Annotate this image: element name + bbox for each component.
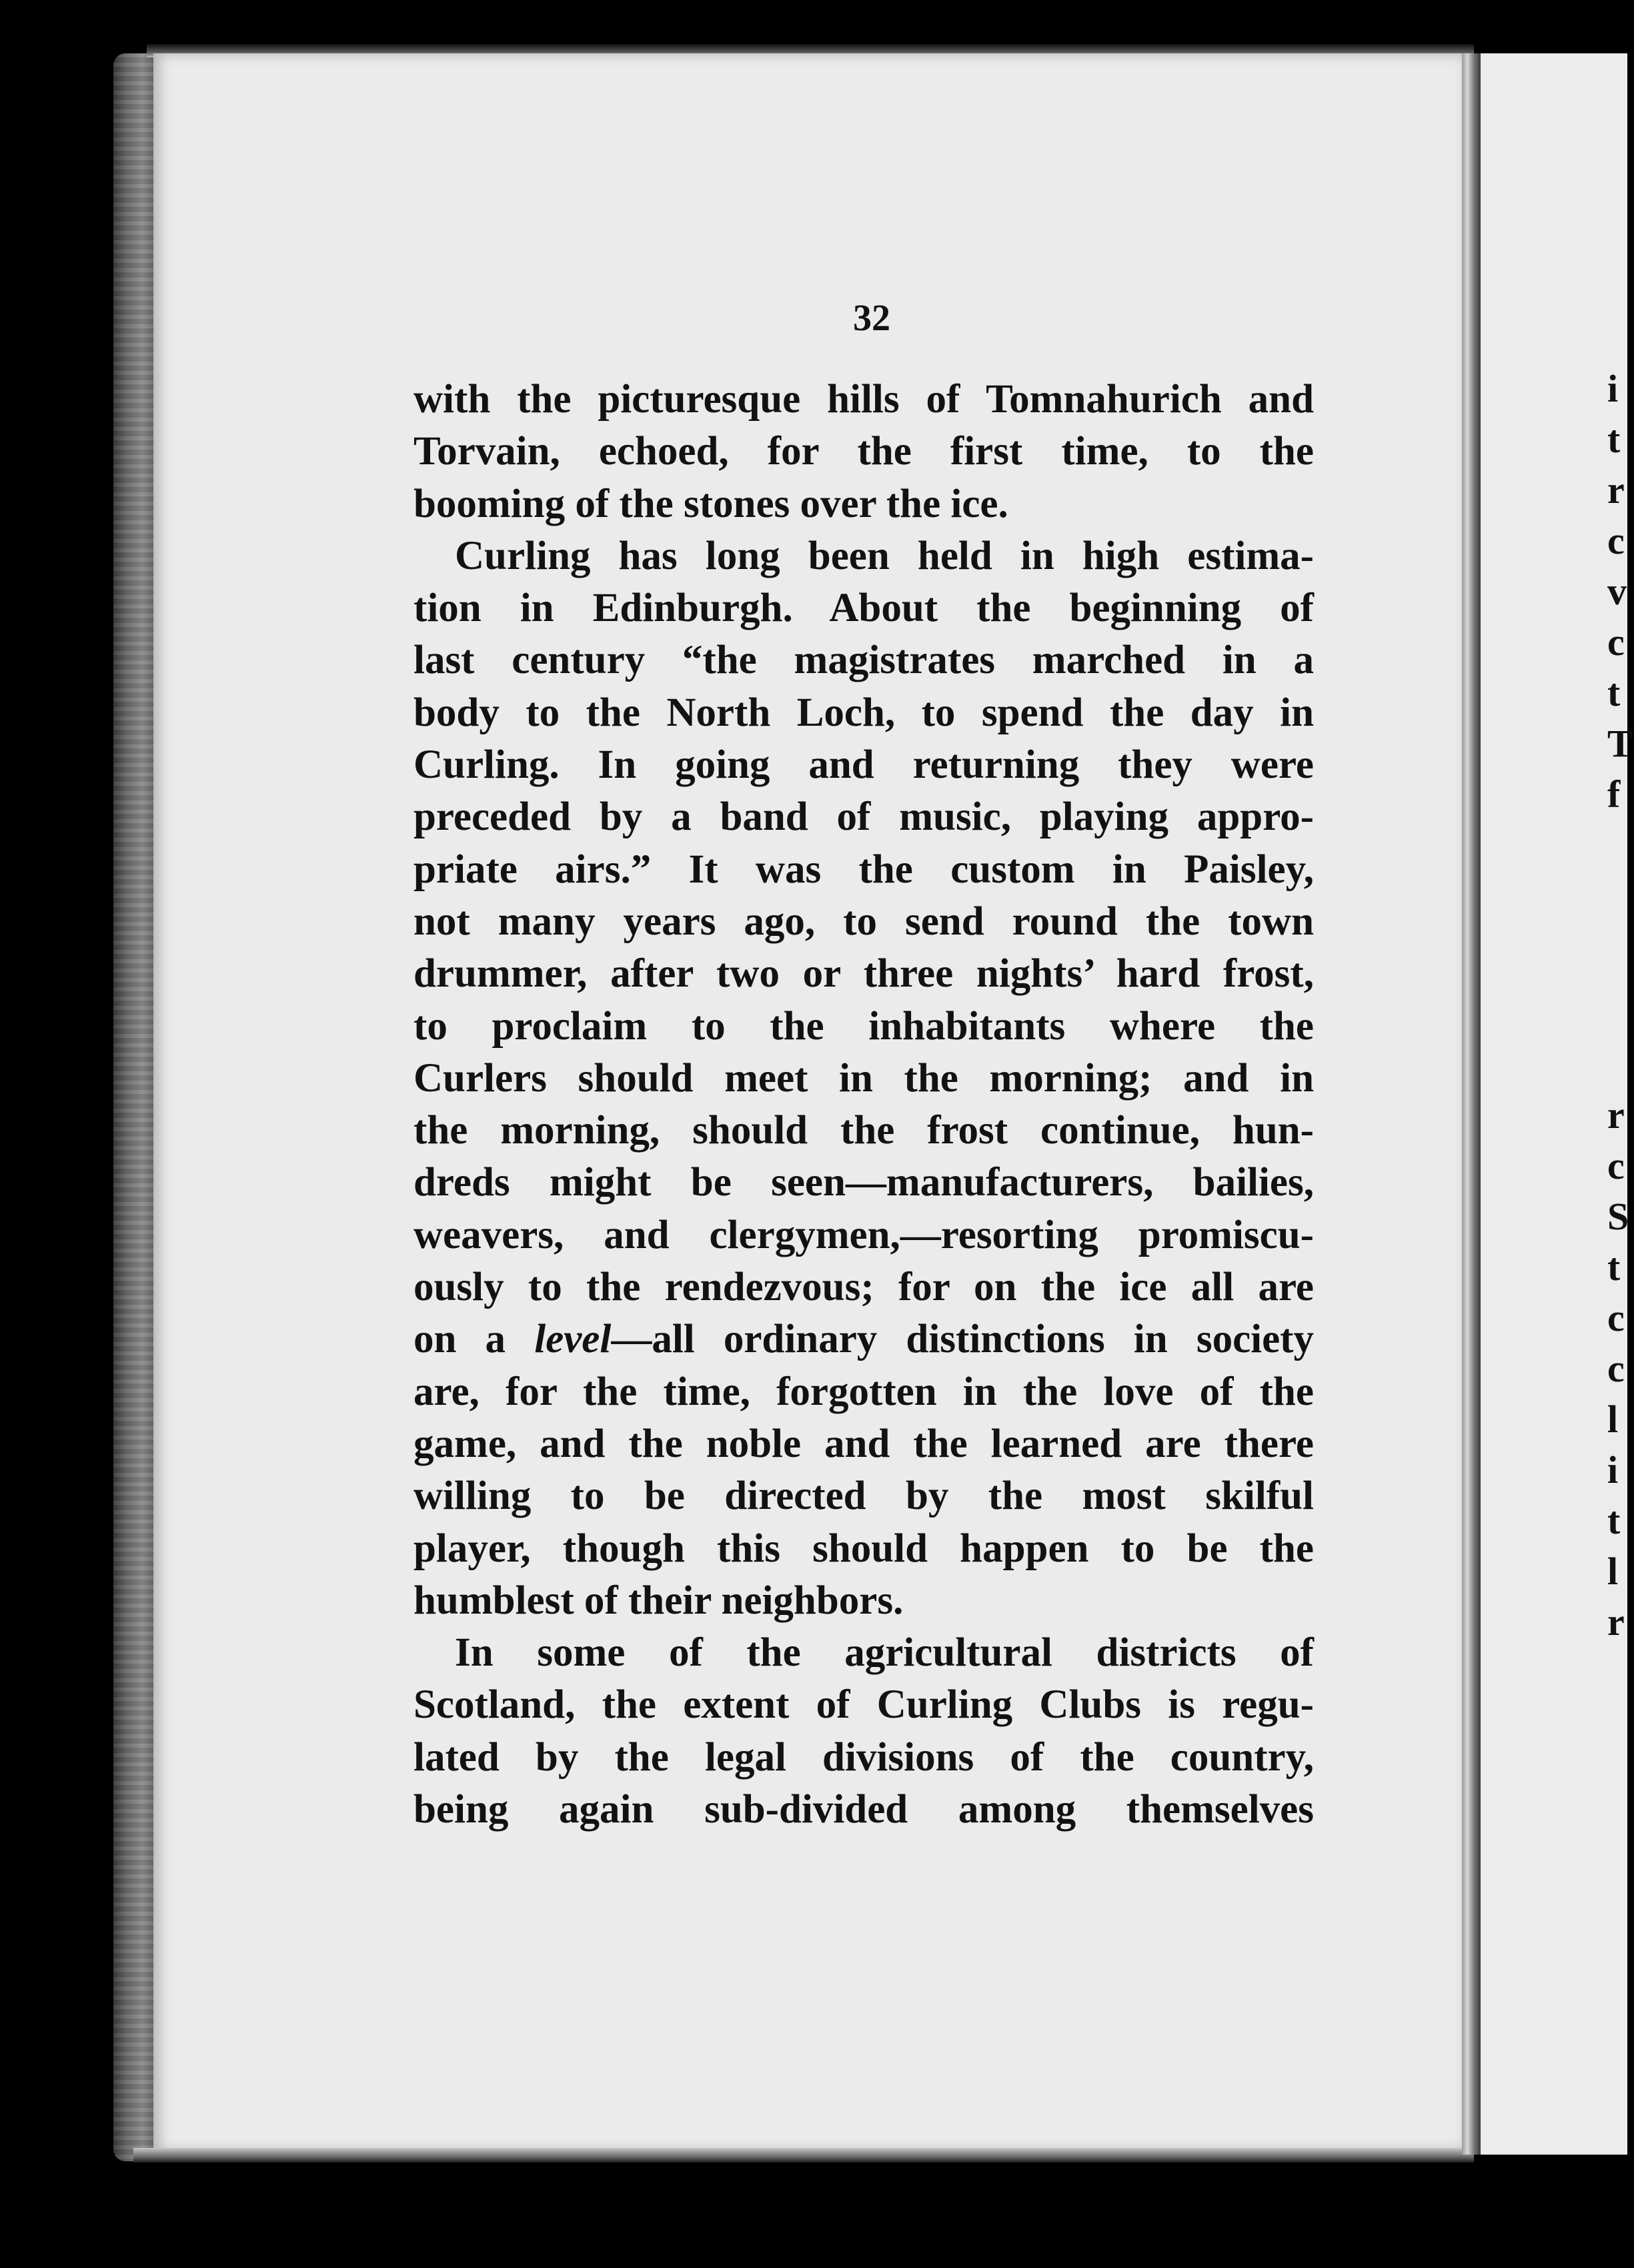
- facing-letter: t: [1607, 418, 1621, 461]
- text-line: Curling. In going and returning they were: [414, 742, 1314, 788]
- text-run: on a: [414, 1317, 535, 1362]
- text-line: In some of the agricultural districts of: [455, 1630, 1314, 1676]
- text-line: weavers, and clergymen,—resorting promiscu-: [414, 1212, 1314, 1257]
- facing-letter: t: [1607, 1245, 1621, 1289]
- facing-letter: S: [1607, 1195, 1629, 1238]
- text-line: [414, 1313, 1314, 1365]
- facing-letter: l: [1607, 1550, 1619, 1593]
- page-body-text: [414, 374, 1314, 1836]
- text-line: drummer, after two or three nights’ hard frost,: [414, 951, 1314, 997]
- page-bottom-edge: [133, 2148, 1474, 2163]
- text-line: willing to be directed by the most skilful: [414, 1474, 1314, 1519]
- facing-page: [1481, 53, 1627, 2155]
- text-line: Curling has long been held in high estima-: [455, 533, 1314, 578]
- facing-letter: t: [1607, 671, 1621, 714]
- text-line: being again sub-divided among themselves: [414, 1787, 1314, 1832]
- text-run: —all ordinary distinctions in society: [611, 1317, 1314, 1362]
- facing-letter: t: [1607, 1499, 1621, 1542]
- facing-letter: r: [1607, 468, 1625, 512]
- text-line: the morning, should the frost continue, hun-: [414, 1108, 1314, 1153]
- text-line: are, for the time, forgotten in the love of the: [414, 1369, 1314, 1414]
- text-line: ously to the rendezvous; for on the ice all are: [414, 1265, 1314, 1310]
- text-line: with the picturesque hills of Tomnahurich and: [414, 377, 1314, 422]
- text-line: to proclaim to the inhabitants where the: [414, 1003, 1314, 1049]
- facing-letter: i: [1607, 367, 1619, 410]
- facing-letter: i: [1607, 1448, 1619, 1492]
- facing-letter: r: [1607, 1093, 1625, 1137]
- text-line: humblest of their neighbors.: [414, 1578, 904, 1623]
- text-line: player, though this should happen to be the: [414, 1526, 1314, 1571]
- italic-word: level: [534, 1317, 612, 1362]
- facing-gap: [1607, 820, 1634, 1090]
- text-line: not many years ago, to send round the town: [414, 899, 1314, 944]
- facing-letter: l: [1607, 1397, 1619, 1441]
- text-line: lated by the legal divisions of the country,: [414, 1734, 1314, 1780]
- facing-letter: T: [1607, 722, 1633, 765]
- page-gutter: [1462, 53, 1481, 2155]
- text-line: game, and the noble and the learned are there: [414, 1421, 1314, 1466]
- text-line: booming of the stones over the ice.: [414, 481, 1008, 526]
- text-line: Scotland, the extent of Curling Clubs is regu-: [414, 1682, 1314, 1728]
- text-line: Torvain, echoed, for the first time, to the: [414, 429, 1314, 474]
- text-line: tion in Edinburgh. About the beginning of: [414, 586, 1314, 631]
- text-line: body to the North Loch, to spend the day in: [414, 690, 1314, 735]
- facing-letter: c: [1607, 519, 1625, 562]
- text-line: priate airs.” It was the custom in Paisley,: [414, 846, 1314, 892]
- text-line: last century “the magistrates marched in a: [414, 638, 1314, 683]
- text-line: Curlers should meet in the morning; and in: [414, 1055, 1314, 1101]
- facing-letter: c: [1607, 1296, 1625, 1339]
- facing-page-letters: [1607, 364, 1634, 1648]
- facing-letter: c: [1607, 1144, 1625, 1187]
- facing-letter: v: [1607, 570, 1627, 613]
- text-line: preceded by a band of music, playing appro-: [414, 794, 1314, 840]
- facing-letter: c: [1607, 1347, 1625, 1390]
- facing-letter: f: [1607, 772, 1621, 816]
- page-number: 32: [853, 298, 890, 339]
- facing-letter: c: [1607, 620, 1625, 664]
- facing-letter: r: [1607, 1600, 1625, 1644]
- text-line: dreds might be seen—manufacturers, bailies,: [414, 1160, 1314, 1205]
